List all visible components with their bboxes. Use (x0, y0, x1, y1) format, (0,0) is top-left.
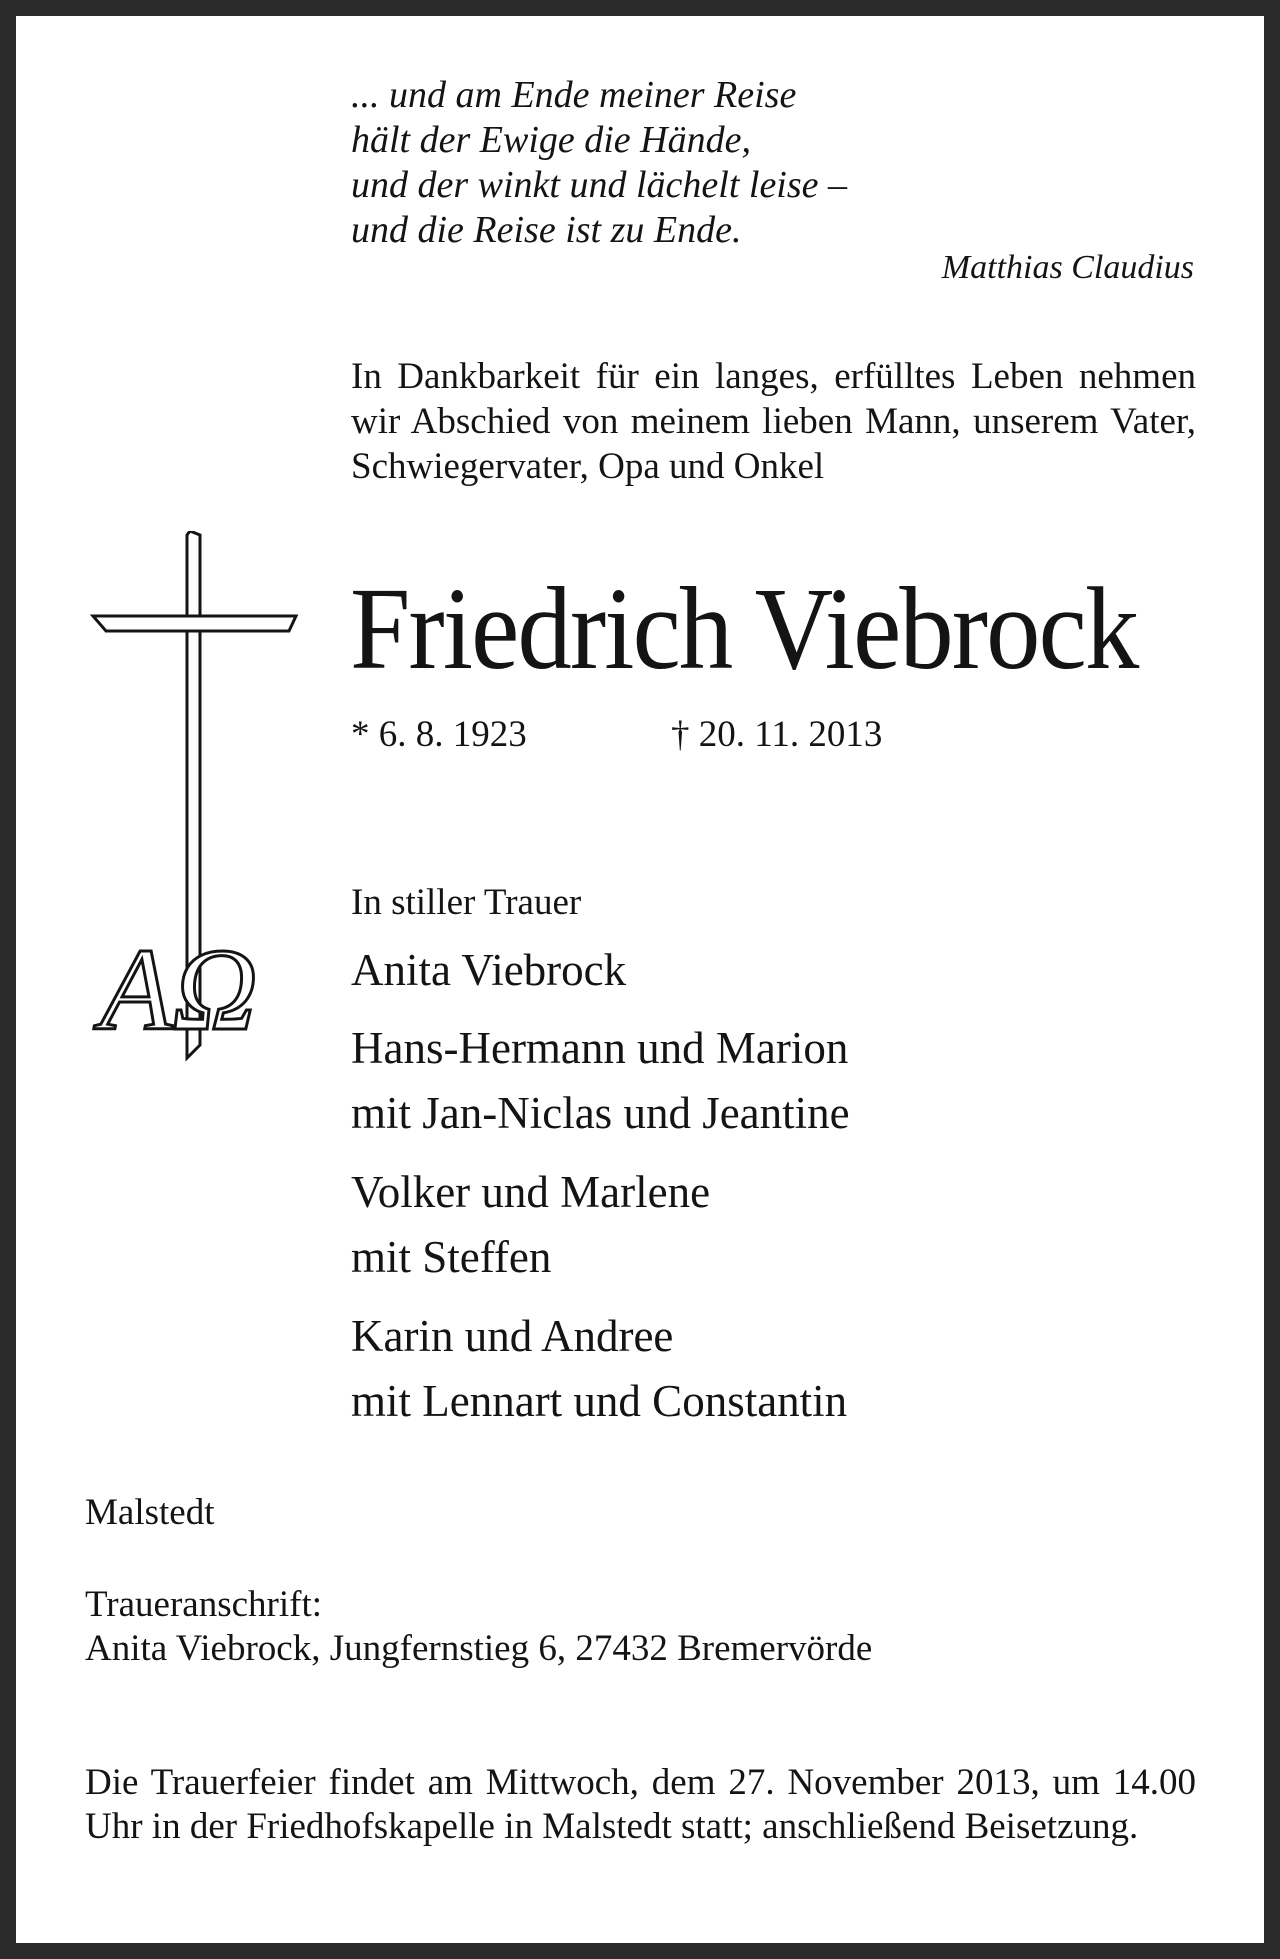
funeral-info: Die Trauerfeier findet am Mittwoch, dem 27. November 2013, um 14.00 Uhr in der Friedhofskapelle in Malstedt statt; anschließend Beisetzung. (85, 1762, 1196, 1847)
mourner-group (351, 938, 626, 1003)
birth-date: * 6. 8. 1923 (351, 714, 527, 755)
mourner-line: Anita Viebrock (351, 945, 627, 995)
deceased-name: Friedrich Viebrock (350, 563, 1138, 694)
intro-text: In Dankbarkeit für ein langes, erfülltes Leben nehmen wir Abschied von meinem lieben Mann, unserem Vater, Schwiegervater, Opa und Onkel (351, 356, 1196, 487)
mourner-line: Hans-Hermann und Marion (351, 1023, 849, 1073)
death-date: † 20. 11. 2013 (671, 714, 883, 755)
cross-alpha-omega-icon (61, 531, 321, 1071)
mourning-address (85, 1583, 872, 1671)
mourner-line: mit Lennart und Constantin (351, 1376, 848, 1426)
mourner-group (351, 1160, 710, 1290)
mourners-intro: In stiller Trauer (351, 882, 582, 923)
alpha-omega-glyphs: AΩ (100, 924, 258, 1055)
poem-line: ... und am Ende meiner Reise (351, 74, 797, 116)
poem-line: und die Reise ist zu Ende. (351, 209, 742, 251)
obituary-card (16, 16, 1264, 1943)
address-label: Traueranschrift: (85, 1584, 323, 1625)
mourner-group (351, 1016, 850, 1146)
mourner-line: Volker und Marlene (351, 1167, 711, 1217)
mourner-line: mit Steffen (351, 1232, 552, 1282)
poem (351, 73, 1211, 253)
poem-line: hält der Ewige die Hände, (351, 119, 751, 161)
mourner-line: mit Jan-Niclas und Jeantine (351, 1088, 850, 1138)
place: Malstedt (85, 1492, 215, 1533)
poem-author: Matthias Claudius (941, 249, 1194, 286)
poem-line: und der winkt und lächelt leise – (351, 164, 848, 206)
address-line: Anita Viebrock, Jungfernstieg 6, 27432 Bremervörde (85, 1628, 873, 1669)
mourner-line: Karin und Andree (351, 1311, 674, 1361)
mourner-group (351, 1304, 847, 1434)
